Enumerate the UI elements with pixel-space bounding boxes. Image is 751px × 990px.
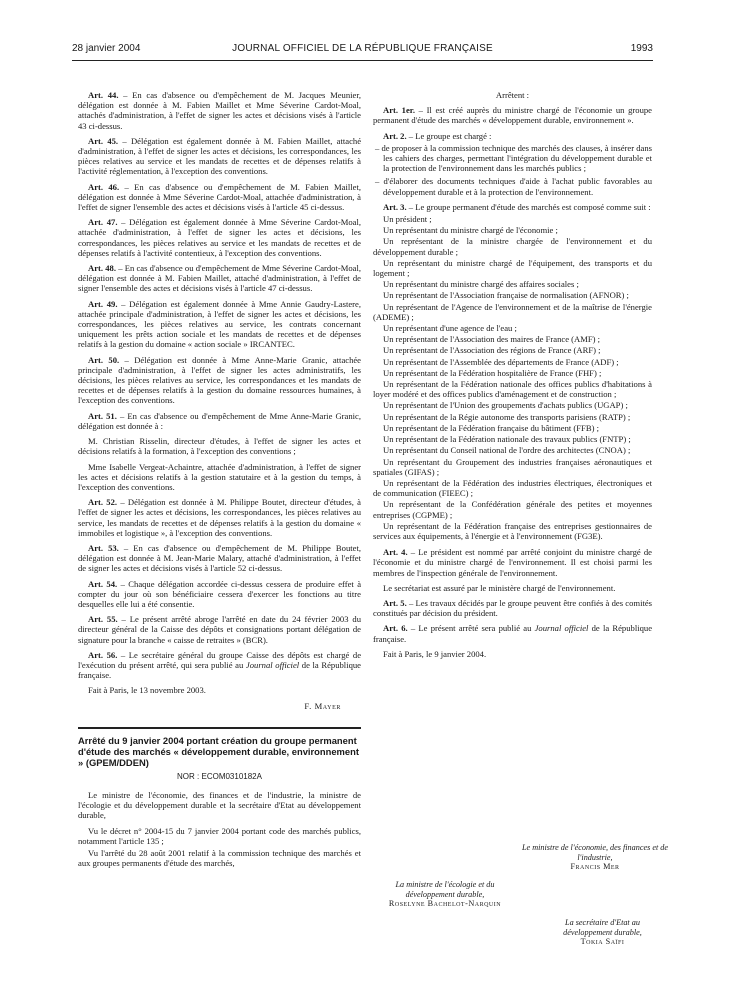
- article-text-end: de la République française.: [373, 623, 653, 644]
- member-item: Un représentant du Conseil national de l'ordre des architectes (CNOA) ;: [383, 445, 631, 456]
- article-text: – Délégation est également donnée à Mme Séverine Cardot-Moal, attachée d'administration, à l'effet de signer les actes et décisions, les correspondances, les pièces relatives au service et les mandats de recettes et de dépenses relatifs à l'activité contentieux, à l'exception des conventions.: [78, 217, 362, 258]
- article-6: [373, 623, 652, 643]
- signature-name: Francis Mer: [570, 862, 620, 871]
- done-at: Fait à Paris, le 13 novembre 2003.: [88, 685, 206, 696]
- article-label: Art. 51.: [88, 410, 117, 421]
- article-paragraph: [78, 263, 361, 294]
- member-item: Un représentant de la ministre chargée de l'environnement et du développement durable ;: [373, 236, 652, 257]
- signer-mayer: F. Mayer: [304, 700, 341, 711]
- member-item: Un représentant de l'Assemblée des départements de France (ADF) ;: [383, 356, 619, 367]
- article-paragraph: [78, 136, 361, 177]
- signature-block-bachelot: [380, 880, 510, 909]
- article-text: – Délégation est donnée à M. Philippe Boutet, directeur d'études, à l'effet de signer les actes et décisions, les correspondances, les pièces relatives au service, les mandats de recettes et de dépenses relatifs à la gestion du domaine « immobiles et logistique », à l'exception des conventions.: [78, 497, 362, 538]
- article-text: – En cas d'absence ou d'empêchement de M. Philippe Boutet, délégation est donnée à M. Jean-Marie Malary, attaché d'administration, à l'effet de signer les actes et décisions visés à l'article 52 ci-dessus.: [78, 542, 361, 574]
- article-label: Art. 53.: [88, 542, 119, 553]
- member-item: Un représentant du ministre chargé de l'économie ;: [383, 225, 558, 236]
- vu-decret: Vu le décret n° 2004-15 du 7 janvier 2004 portant code des marchés publics, notamment l'article 135 ;: [78, 825, 361, 846]
- arretent: Arrêtent :: [495, 90, 530, 100]
- article-5: [373, 598, 652, 618]
- article-paragraph: [78, 355, 361, 406]
- member-item: Un représentant de l'Association française de normalisation (AFNOR) ;: [383, 290, 629, 301]
- article-paragraph: [78, 579, 361, 610]
- journal-ref: Journal officiel: [534, 623, 589, 634]
- article-text: – En cas d'absence ou d'empêchement de Mme Séverine Cardot-Moal, délégation est donnée à M. Fabien Maillet, attaché d'administration, à l'effet de signer l'ensemble des actes et décisions visés à l'article 47 ci-dessus.: [78, 263, 362, 294]
- article-text: – En cas d'absence ou d'empêchement de M. Fabien Maillet, délégation est donnée à Mme Séverine Cardot-Moal, attachée d'administration, à l'effet de signer l'ensemble des actes et décisions visés à l'article 45 ci-dessus.: [78, 181, 362, 213]
- article-1: [373, 105, 652, 125]
- art51-item-vergeat: Mme Isabelle Vergeat-Achaintre, attachée d'administration, à l'effet de signer les actes et décisions relatifs à la gestion statutaire et à la gestion du temps, à l'exception des conventions.: [78, 461, 361, 492]
- article-label: Art. 45.: [88, 135, 119, 146]
- article-text: – Délégation est donnée à Mme Anne-Marie Granic, attachée principale d'administration, à l'effet de signer les actes administratifs, les décisions, les pièces relatives au service, les correspondances et les mandats de recettes et de dépenses relatifs à la gestion du domaine ressources humaines, à l'exception des conventions.: [78, 354, 361, 406]
- signature-role: La ministre de l'écologie et du développement durable,: [395, 880, 495, 899]
- article-text: – Les travaux décidés par le groupe peuvent être confiés à des comités constitués par décision du président.: [373, 597, 653, 619]
- article-label: Art. 54.: [88, 578, 118, 589]
- article-text: – Délégation est également donnée à Mme Annie Gaudry-Lastere, attachée principale d'administration, à l'effet de signer les actes et décisions, les correspondances, les pièces relatives au service, les contrats concernant uniquement les prêts action sociale et les mandats de recettes et de dépenses relatifs à la gestion du domaine « action sociale » IRCANTEC.: [78, 298, 362, 350]
- member-item: Un représentant de la Confédération générale des petites et moyennes entreprises (CGPME) ;: [373, 499, 652, 520]
- header-date: 28 janvier 2004: [72, 43, 141, 54]
- article-text-end: de la République française.: [78, 659, 361, 681]
- article-label: Art. 5.: [383, 597, 407, 608]
- article-text: – Délégation est également donnée à M. Fabien Maillet, attaché d'administration, à l'effet de signer les actes et décisions, les correspondances, les pièces relatives au service et les mandats de recettes et de dépenses relatifs à l'activité réglementation, à l'exception des conventions.: [78, 135, 362, 177]
- left-articles-2: [78, 497, 361, 645]
- nor-reference: NOR : ECOM0310182A: [177, 771, 262, 781]
- member-item: Un représentant de la Fédération française des entreprises gestionnaires de services aux équipements, à l'énergie et à l'environnement (FG3E).: [373, 520, 652, 541]
- article-paragraph: [78, 299, 361, 350]
- member-item: Un représentant de l'Agence de l'environnement et de la maîtrise de l'énergie (ADEME) ;: [373, 301, 652, 322]
- article-text: – Chaque délégation accordée ci-dessus cessera de produire effet à compter du jour où son bénéficiaire cessera d'exercer les fonctions au titre desquelles elle lui a été consentie.: [78, 578, 362, 609]
- article-label: Art. 2.: [383, 130, 407, 141]
- page-header: [72, 43, 653, 59]
- article-2-item-2: – d'élaborer des documents techniques d'aide à l'achat public favorables au développement durable et à la protection de l'environnement.: [375, 176, 652, 197]
- article-label: Art. 52.: [88, 497, 118, 508]
- member-item: Un représentant de la Fédération nationale des offices publics d'habitations à loyer modéré et des offices publics d'aménagement et de construction ;: [373, 379, 652, 400]
- arrete-title: Arrêté du 9 janvier 2004 portant création du groupe permanent d'étude des marchés « développement durable, environnement » (GPEM/DDEN): [78, 734, 359, 768]
- article-4: [373, 547, 652, 578]
- article-label: Art. 55.: [88, 614, 118, 625]
- article-label: Art. 46.: [88, 181, 120, 192]
- right-column: [373, 90, 652, 664]
- article-paragraph: [78, 543, 361, 574]
- member-item: Un président ;: [383, 214, 432, 225]
- member-list: [373, 214, 652, 541]
- article-text: – Il est créé auprès du ministre chargé de l'économie un groupe permanent d'étude des marchés « développement durable, environnement ».: [373, 105, 652, 126]
- article-paragraph: [78, 182, 361, 213]
- member-item: Un représentant de l'Association des régions de France (ARF) ;: [383, 345, 601, 356]
- article-label: Art. 44.: [88, 90, 119, 100]
- article-label: Art. 1er.: [383, 105, 415, 116]
- article-4-secretariat: Le secrétariat est assuré par le ministère chargé de l'environnement.: [383, 582, 616, 593]
- article-paragraph: [78, 497, 361, 538]
- signature-name: Tokia Saïfi: [580, 937, 625, 946]
- article-text: – En cas d'absence ou d'empêchement de Mme Anne-Marie Granic, délégation est donnée à :: [78, 410, 361, 431]
- article-label: Art. 48.: [88, 263, 116, 274]
- left-articles: [78, 90, 361, 431]
- article-3: [373, 202, 652, 212]
- member-item: Un représentant de l'Union des groupements d'achats publics (UGAP) ;: [383, 400, 628, 411]
- section-rule: [78, 727, 361, 729]
- article-text: – Le groupe permanent d'étude des marchés est composé comme suit :: [406, 201, 651, 212]
- done-at-2: Fait à Paris, le 9 janvier 2004.: [383, 648, 487, 659]
- article-label: Art. 49.: [88, 298, 118, 309]
- article-text: – Le président est nommé par arrêté conjoint du ministre chargé de l'économie et du ministre chargé de l'environnement. Il est choisi parmi les membres de l'inspection générale de l'environnement.: [373, 547, 652, 578]
- vu-arrete: Vu l'arrêté du 28 août 2001 relatif à la commission technique des marchés et aux groupes permanents d'étude des marchés,: [78, 847, 361, 869]
- article-2-item-1: – de proposer à la commission technique des marchés des clauses, à insérer dans les cahiers des charges, permettant l'intégration du développement durable et la protection de l'environnement dans les marchés publics ;: [375, 142, 652, 174]
- article-label: Art. 3.: [383, 201, 407, 212]
- member-item: Un représentant de la Fédération hospitalière de France (FHF) ;: [383, 367, 602, 378]
- signature-role: Le ministre de l'économie, des finances et de l'industrie,: [521, 843, 669, 862]
- article-label: Art. 50.: [88, 354, 120, 365]
- header-page-number: 1993: [630, 43, 653, 54]
- member-item: Un représentant de la Fédération des industries électriques, électroniques et de communication (FIEEC) ;: [373, 477, 652, 499]
- signature-name: Roselyne Bachelot-Narquin: [388, 899, 502, 908]
- article-paragraph: [78, 411, 361, 431]
- member-item: Un représentant du ministre chargé des affaires sociales ;: [383, 279, 579, 290]
- member-item: Un représentant du Groupement des industries françaises aéronautiques et spatiales (GIFAS) ;: [373, 456, 652, 477]
- article-2: [373, 131, 652, 141]
- header-rule: [72, 60, 653, 61]
- header-journal-title: JOURNAL OFFICIEL DE LA RÉPUBLIQUE FRANÇAISE: [232, 43, 493, 54]
- left-column: [78, 90, 361, 870]
- member-item: Un représentant de la Régie autonome des transports parisiens (RATP) ;: [383, 411, 631, 422]
- member-item: Un représentant du ministre chargé de l'équipement, des transports et du logement ;: [373, 257, 652, 279]
- article-text: – Le secrétaire général du groupe Caisse des dépôts est chargé de l'exécution du présent arrêté, qui sera publié au: [78, 649, 362, 670]
- article-text: – Le présent arrêté abroge l'arrêté en date du 24 février 2003 du directeur général de la Caisse des dépôts et consignations portant délégation de signature pour la branche « caisse de retraites » (BCR).: [78, 614, 361, 645]
- journal-ref: Journal officiel: [245, 659, 300, 670]
- member-item: Un représentant d'une agence de l'eau ;: [383, 323, 517, 334]
- article-label: Art. 6.: [383, 623, 408, 634]
- member-item: Un représentant de l'Association des maires de France (AMF) ;: [383, 334, 601, 345]
- article-paragraph: [78, 90, 361, 131]
- article-label: Art. 4.: [383, 547, 408, 558]
- article-label: Art. 56.: [88, 649, 118, 660]
- member-item: Un représentant de la Fédération nationale des travaux publics (FNTP) ;: [383, 434, 631, 445]
- article-paragraph: [78, 217, 361, 258]
- signature-block-saifi: [540, 918, 665, 947]
- member-item: Un représentant de la Fédération française du bâtiment (FFB) ;: [383, 422, 599, 433]
- article-text: – Le groupe est chargé :: [406, 130, 492, 141]
- article-text: – En cas d'absence ou d'empêchement de M. Jacques Meunier, délégation est donnée à M. Fabien Maillet et Mme Séverine Cardot-Moal, attachés d'administration, à l'effet de signer les actes et décisions visés à l'article 43 ci-dessus.: [78, 90, 362, 131]
- signature-block-mer: [520, 843, 670, 872]
- article-label: Art. 47.: [88, 217, 118, 228]
- arrete-intro: Le ministre de l'économie, des finances et de l'industrie, la ministre de l'écologie et du développement durable et la secrétaire d'Etat au développement durable,: [78, 789, 361, 821]
- art51-item-risselin: M. Christian Risselin, directeur d'études, à l'effet de signer les actes et décisions relatifs à la formation, à l'exception des conventions ;: [78, 436, 361, 457]
- article-text: – Le présent arrêté sera publié au: [407, 623, 535, 634]
- signature-role: La secrétaire d'Etat au développement durable,: [563, 918, 642, 937]
- article-paragraph: [78, 614, 361, 645]
- article-56: [78, 650, 361, 681]
